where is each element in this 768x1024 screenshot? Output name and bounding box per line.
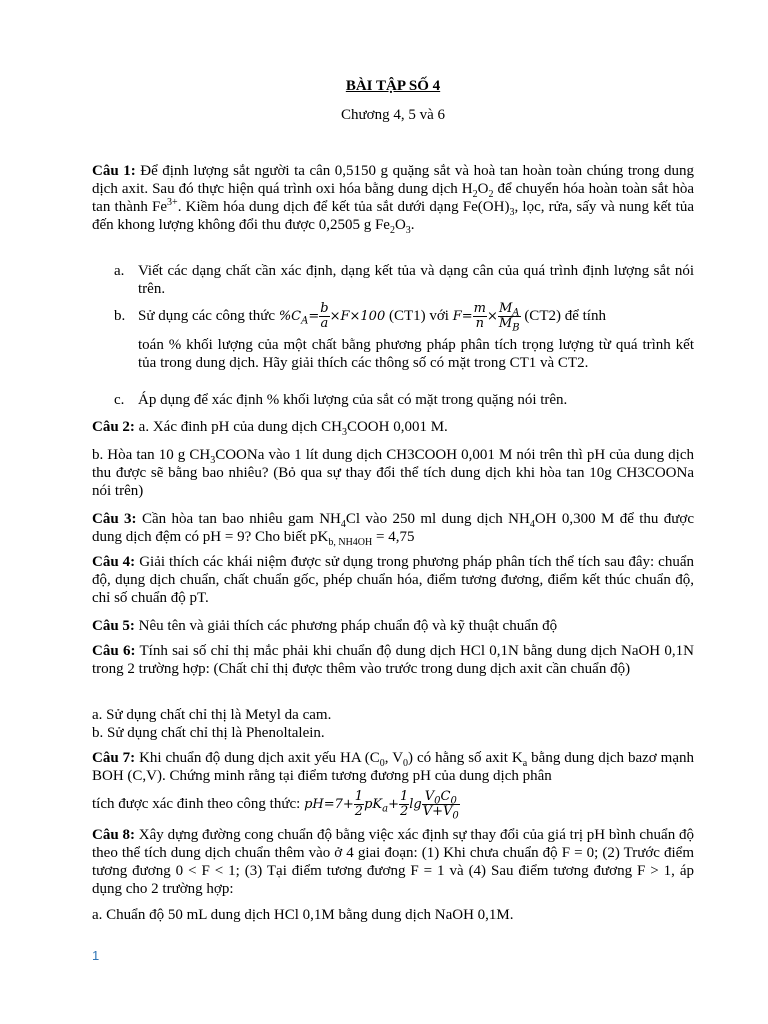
question-3-label: Câu 3: — [92, 511, 137, 527]
question-3: Câu 3: Cần hòa tan bao nhiêu gam $NH_4Cl$ vào 250 ml dung dịch $NH_4OH$ 0,300 M để thu được dung dịch đệm có pH = 9? Cho biết $pK_{b, NH4OH} = 4,75$ — [92, 511, 695, 548]
question-6-part-a: a. Sử dụng chất chỉ thị là Metyl da cam. — [92, 707, 332, 723]
question-5: Câu 5: Nêu tên và giải thích các phương pháp chuẩn độ và kỹ thuật chuẩn độ — [92, 618, 558, 634]
question-4: Câu 4: Giải thích các khái niệm được sử dụng trong phương pháp phân tích thể tích sau đây: chuẩn độ, dụng dịch chuẩn, chất chuẩn gốc, phép chuẩn hóa, điểm tương đương, điểm kết thúc chuẩn độ, chỉ số chuẩn độ pT. — [92, 554, 694, 606]
page-number: 1 — [92, 948, 100, 963]
question-6-label: Câu 6: — [92, 643, 136, 659]
question-8: Câu 8: Xây dựng đường cong chuẩn độ bằng việc xác định sự thay đổi của giá trị pH bình chuẩn độ theo thể tích dung dịch chuẩn thêm vào ở 4 giai đoạn: (1) Khi chưa chuẩn độ F = 0; (2) Trước điểm tương đương 0 < F < 1; (3) Tại điểm tương đương F = 1 và (4) Sau điểm tương đương F > 1, áp dụng cho 2 trường hợp: — [92, 827, 695, 897]
question-6: Câu 6: Tính sai số chỉ thị mắc phải khi chuẩn độ dung dịch HCl 0,1N bằng dung dịch NaOH 0,1N trong 2 trường hợp: (Chất chỉ thị được thêm vào trước trong dung dịch axit cần chuẩn độ) — [92, 643, 695, 677]
document-subtitle: Chương 4, 5 và 6 — [341, 107, 445, 123]
question-7-formula-line: tích được xác đinh theo công thức: pH=7+ $\frac{1}{2}$ $pK_a+$ $\frac{1}{2}$ lg $\frac{V_0C_0}{V+V_0}$ — [92, 789, 459, 822]
question-4-label: Câu 4: — [92, 554, 136, 570]
question-8-label: Câu 8: — [92, 827, 135, 843]
formula-ct2: F= $\frac{m}{n}$ × $\frac{M_A}{M_B}$ — [452, 301, 520, 334]
formula-ph: pH=7+ $\frac{1}{2}$ $pK_a+$ $\frac{1}{2}$ lg $\frac{V_0C_0}{V+V_0}$ — [304, 789, 459, 822]
question-1-label: Câu 1: — [92, 163, 136, 179]
question-7-label: Câu 7: — [92, 750, 136, 766]
question-8-part-a: a. Chuẩn độ 50 mL dung dịch HCl 0,1M bằng dung dịch NaOH 0,1M. — [92, 907, 514, 923]
question-2-label: Câu 2: — [92, 419, 135, 435]
document-title: BÀI TẬP SỐ 4 — [345, 78, 441, 94]
question-2-part-b: b. Hòa tan 10 g $CH_3COONa$ vào 1 lít dung dịch CH3COOH 0,001 M nói trên thì pH của dung dịch thu được sẽ bằng bao nhiêu? (Bỏ qua sự thay đổi thể tích dung dịch khi hòa tan 10g CH3COONa nói trên) — [92, 447, 695, 499]
formula-ct1: $\%C_A=$ $\frac{b}{a}$ ×F×100 — [278, 301, 386, 331]
question-2: Câu 2: a. Xác đinh pH của dung dịch $CH_3COOH$ 0,001 M. — [92, 419, 448, 438]
question-7: Câu 7: Khi chuẩn độ dung dịch axit yếu HA ($C_0$, $V_0$) có hằng số axit $K_a$ bằng dung dịch bazơ mạnh BOH (C,V). Chứng minh rằng tại điểm tương đương pH của dung dịch phân — [92, 750, 695, 784]
question-6-part-b: b. Sử dụng chất chỉ thị là Phenoltalein. — [92, 725, 325, 741]
question-1: Câu 1: Để định lượng sắt người ta cân 0,5150 g quặng sắt và hoà tan hoàn toàn chúng trong dung dịch axit. Sau đó thực hiện quá trình oxi hóa bằng dung dịch $H_2O_2$ để chuyển hóa hoàn toàn sắt hòa tan thành $Fe^{3+}$. Kiềm hóa dung dịch để kết tủa sắt dưới dạng $Fe(OH)_3$, lọc, rửa, sấy và nung kết tủa đến khong lượng không đổi thu được 0,2505 g $Fe_2O_3$. — [92, 163, 695, 236]
question-5-label: Câu 5: — [92, 618, 135, 634]
